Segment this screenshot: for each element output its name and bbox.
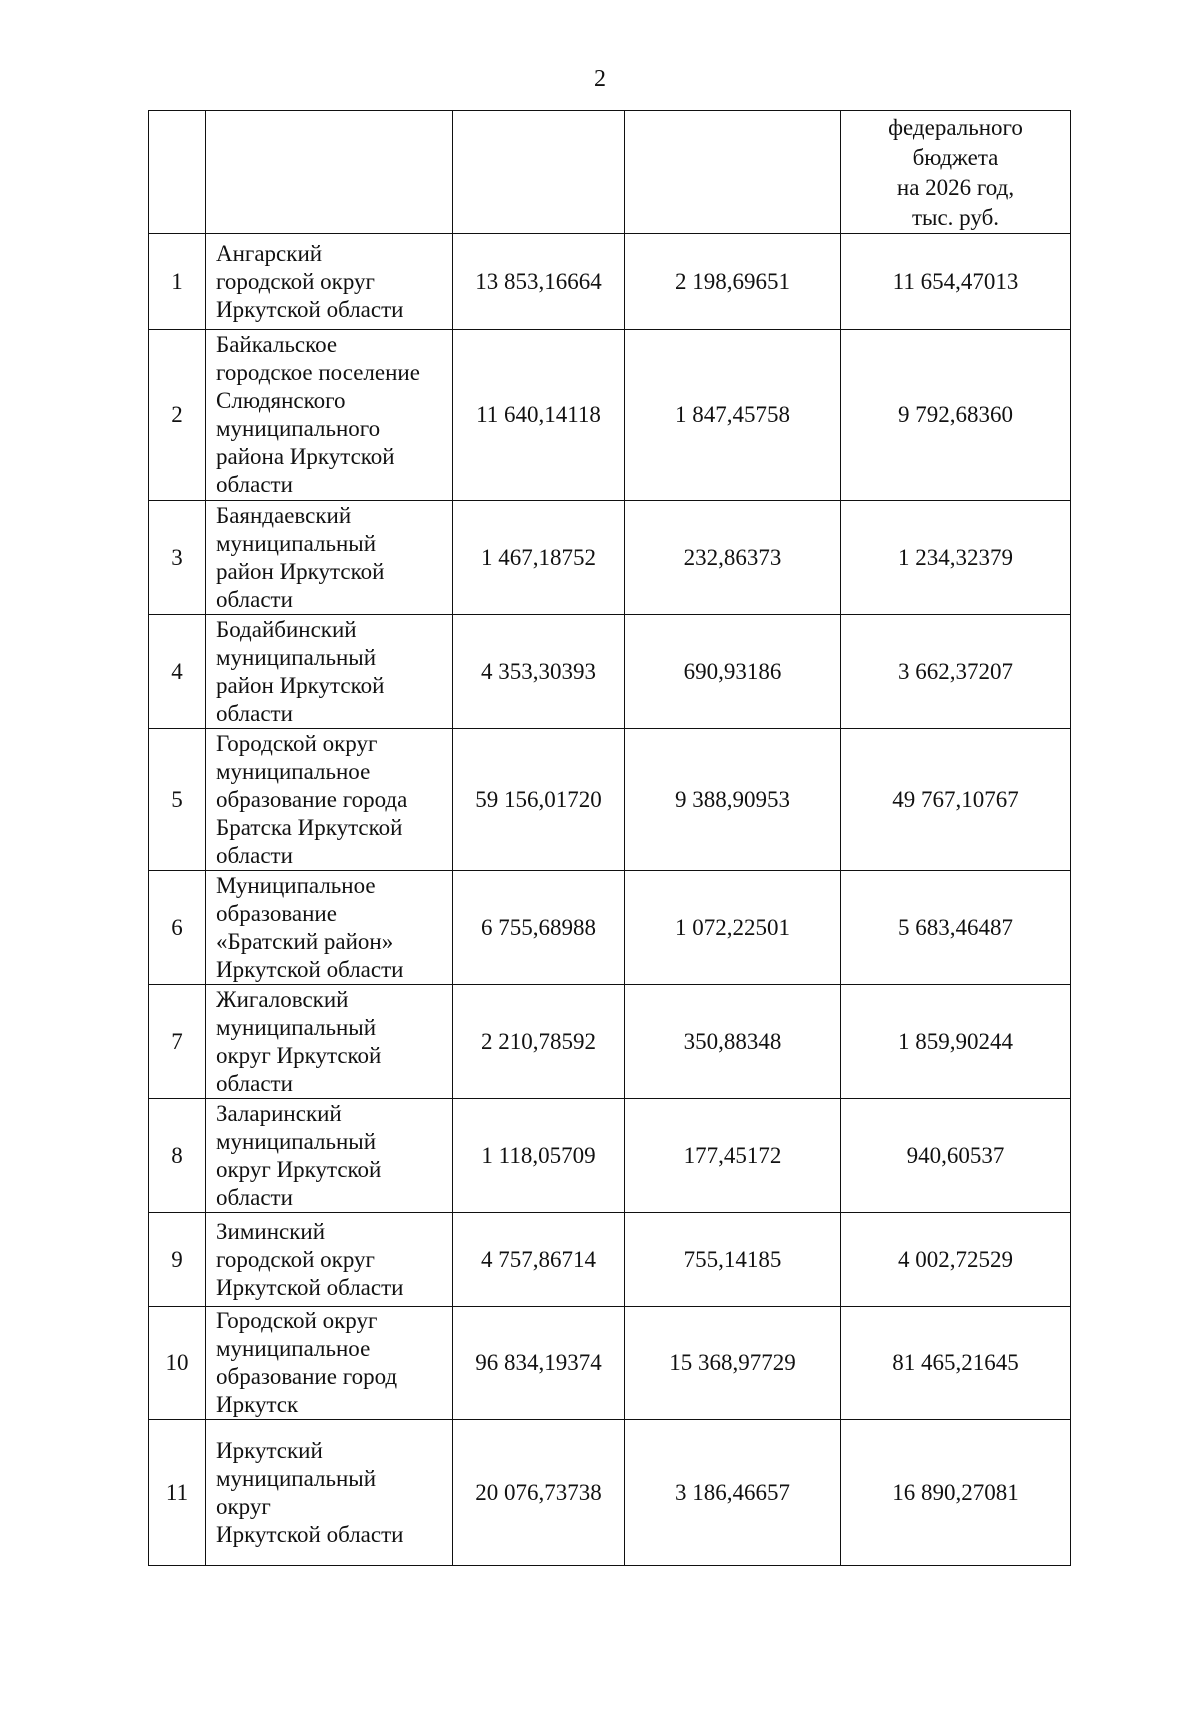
row-number-cell: 7 [149,985,206,1099]
municipality-name-cell [206,1420,453,1566]
municipality-name-line: Байкальское [216,332,338,357]
total-amount-cell: 96 834,19374 [453,1307,625,1420]
municipality-name-cell [206,1099,453,1213]
federal-amount-cell: 4 002,72529 [841,1213,1071,1307]
municipality-name-cell [206,729,453,871]
municipality-name-line: района Иркутской [216,444,395,469]
municipality-name-line: Иркутской области [216,1521,404,1547]
table-row [149,501,1071,615]
total-amount-cell: 4 757,86714 [453,1213,625,1307]
regional-amount-cell: 15 368,97729 [625,1307,841,1420]
municipality-name-line: Иркутской области [216,956,404,982]
federal-amount-cell: 9 792,68360 [841,330,1071,501]
municipality-name-line: Жигаловский [216,986,349,1012]
municipality-name-cell [206,615,453,729]
municipality-name-line: муниципальный [216,644,377,670]
total-amount-cell: 1 467,18752 [453,501,625,615]
municipality-name-line: образование города [216,786,408,812]
total-amount-cell: 11 640,14118 [453,330,625,501]
municipality-name-line: Ангарский [216,240,323,266]
municipality-name-cell [206,1307,453,1420]
table-row [149,1307,1071,1420]
total-amount-cell: 59 156,01720 [453,729,625,871]
table-row [149,330,1071,501]
municipality-name-line: муниципального [216,416,381,441]
municipality-name-line: городской округ [216,1246,375,1272]
table-row [149,985,1071,1099]
table-row [149,234,1071,330]
regional-amount-cell: 1 072,22501 [625,871,841,985]
municipality-name-line: Слюдянского [216,388,346,413]
header-line: бюджета [912,145,999,170]
header-cell-federal [841,111,1071,234]
total-amount-cell: 2 210,78592 [453,985,625,1099]
table-row [149,1420,1071,1566]
municipality-name-line: «Братский район» [216,928,394,954]
federal-amount-cell: 11 654,47013 [841,234,1071,330]
header-cell-number [149,111,206,234]
regional-amount-cell: 2 198,69651 [625,234,841,330]
municipality-name-line: муниципальное [216,758,371,784]
table-body [149,111,1071,1566]
municipality-name-line: городское поселение [216,360,420,385]
budget-table [148,110,1071,1566]
regional-amount-cell: 350,88348 [625,985,841,1099]
header-cell-name [206,111,453,234]
table-row [149,871,1071,985]
municipality-name-line: муниципальный [216,1465,377,1491]
municipality-name-cell [206,501,453,615]
regional-amount-cell: 232,86373 [625,501,841,615]
header-cell-regional [625,111,841,234]
total-amount-cell: 4 353,30393 [453,615,625,729]
municipality-name-line: городской округ [216,268,375,294]
regional-amount-cell: 690,93186 [625,615,841,729]
municipality-name-line: муниципальный [216,1014,377,1040]
federal-amount-cell: 5 683,46487 [841,871,1071,985]
municipality-name-line: области [216,1184,293,1210]
federal-amount-cell: 1 234,32379 [841,501,1071,615]
municipality-name-line: муниципальный [216,1128,377,1154]
row-number-cell: 2 [149,330,206,501]
municipality-name-line: Зиминский [216,1218,326,1244]
header-line: тыс. руб. [911,205,1000,230]
municipality-name-line: Городской округ [216,730,378,756]
row-number-cell: 11 [149,1420,206,1566]
municipality-name-line: области [216,700,293,726]
total-amount-cell: 1 118,05709 [453,1099,625,1213]
municipality-name-line: Городской округ [216,1308,378,1333]
regional-amount-cell: 755,14185 [625,1213,841,1307]
municipality-name-line: Иркутской области [216,296,404,322]
row-number-cell: 6 [149,871,206,985]
municipality-name-line: округ [216,1493,271,1519]
federal-amount-cell: 49 767,10767 [841,729,1071,871]
header-line: федерального [888,115,1023,140]
municipality-name-line: муниципальный [216,530,377,556]
page-number: 2 [594,66,606,92]
row-number-cell: 4 [149,615,206,729]
municipality-name-line: Баяндаевский [216,502,352,528]
municipality-name-line: Иркутской области [216,1274,404,1300]
municipality-name-line: Бодайбинский [216,616,357,642]
table-row [149,1213,1071,1307]
regional-amount-cell: 1 847,45758 [625,330,841,501]
municipality-name-line: области [216,472,293,497]
table-row [149,1099,1071,1213]
municipality-name-line: район Иркутской [216,672,385,698]
header-cell-total [453,111,625,234]
municipality-name-line: округ Иркутской [216,1042,382,1068]
municipality-name-line: образование [216,900,337,926]
municipality-name-line: Иркутск [216,1392,299,1417]
municipality-name-line: район Иркутской [216,558,385,584]
total-amount-cell: 6 755,68988 [453,871,625,985]
row-number-cell: 5 [149,729,206,871]
municipality-name-line: области [216,1070,293,1096]
federal-amount-cell: 940,60537 [841,1099,1071,1213]
municipality-name-line: округ Иркутской [216,1156,382,1182]
federal-amount-cell: 3 662,37207 [841,615,1071,729]
municipality-name-line: Братска Иркутской [216,814,403,840]
municipality-name-line: образование город [216,1364,398,1389]
row-number-cell: 1 [149,234,206,330]
municipality-name-line: Иркутский [216,1437,323,1463]
header-line: на 2026 год, [896,175,1015,200]
federal-amount-cell: 16 890,27081 [841,1420,1071,1566]
federal-amount-cell: 81 465,21645 [841,1307,1071,1420]
municipality-name-line: Муниципальное [216,872,376,898]
total-amount-cell: 20 076,73738 [453,1420,625,1566]
municipality-name-cell [206,234,453,330]
municipality-name-cell [206,1213,453,1307]
table-row [149,729,1071,871]
municipality-name-cell [206,871,453,985]
row-number-cell: 3 [149,501,206,615]
total-amount-cell: 13 853,16664 [453,234,625,330]
row-number-cell: 8 [149,1099,206,1213]
table-header-row [149,111,1071,234]
table-row [149,615,1071,729]
municipality-name-line: муниципальное [216,1336,371,1361]
municipality-name-cell [206,985,453,1099]
municipality-name-line: области [216,586,293,612]
regional-amount-cell: 3 186,46657 [625,1420,841,1566]
row-number-cell: 9 [149,1213,206,1307]
federal-amount-cell: 1 859,90244 [841,985,1071,1099]
regional-amount-cell: 177,45172 [625,1099,841,1213]
municipality-name-line: Заларинский [216,1100,342,1126]
municipality-name-cell [206,330,453,501]
row-number-cell: 10 [149,1307,206,1420]
regional-amount-cell: 9 388,90953 [625,729,841,871]
municipality-name-line: области [216,842,293,868]
